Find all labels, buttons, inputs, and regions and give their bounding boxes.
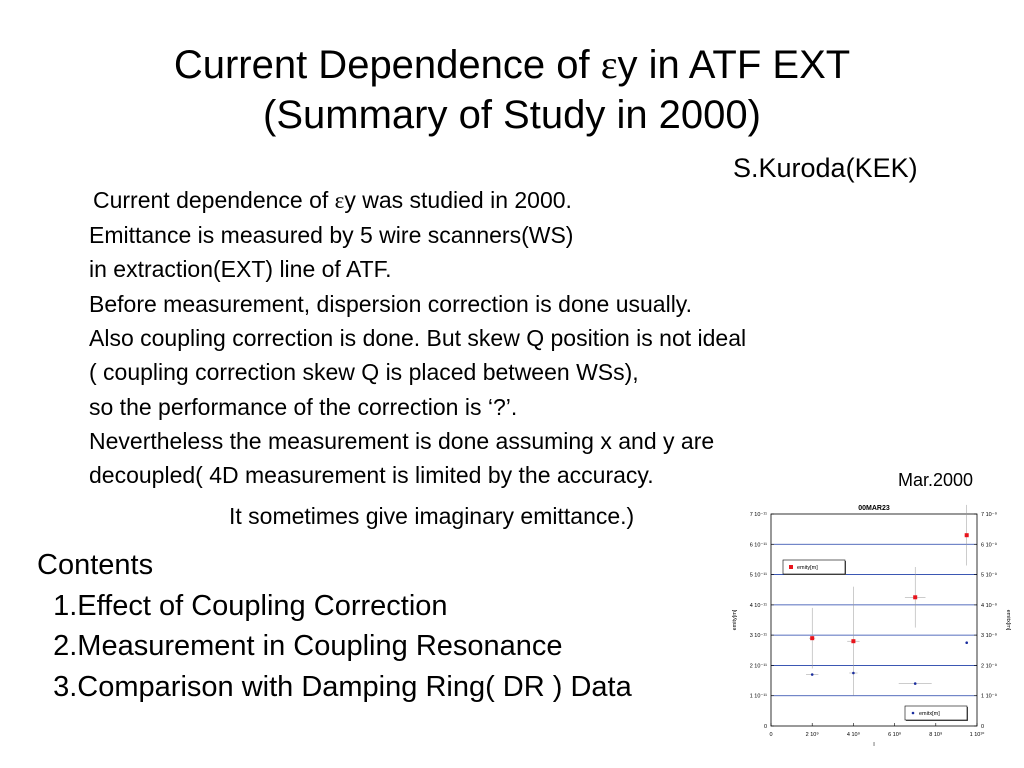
body-line: ( coupling correction skew Q is placed between WSs), [89,359,639,385]
data-point-emitx [965,641,968,644]
body-line: in extraction(EXT) line of ATF. [89,256,392,282]
data-point-emity [851,639,855,643]
epsilon-symbol: ε [334,188,345,213]
y-tick-label-right: 5 10⁻⁹ [981,572,997,579]
y-tick-label-right: 3 10⁻⁹ [981,633,997,640]
y-tick-label-right: 2 10⁻⁹ [981,663,997,670]
y-tick-label-right: 1 10⁻⁹ [981,693,997,700]
x-tick-label: 4 10⁹ [846,732,860,738]
body-line: Nevertheless the measurement is done assuming x and y are [89,428,715,454]
body-line: Also coupling correction is done. But skew Q position is not ideal [89,325,747,351]
author: S.Kuroda(KEK) [733,153,918,183]
data-point-emity [810,636,814,640]
plot-frame [771,514,977,726]
y-tick-label-left: 6 10⁻¹¹ [749,542,767,549]
contents-item: 1.Effect of Coupling Correction [37,590,448,622]
legend-label: emitx[m] [919,711,940,717]
y-tick-label-left: 7 10⁻¹¹ [749,512,767,518]
contents-item: 3.Comparison with Damping Ring( DR ) Data [37,671,632,703]
data-point-emitx [811,673,814,676]
body-line: Emittance is measured by 5 wire scanners(WS) [89,222,574,248]
legend-marker [912,712,915,715]
body-line: Current dependence of εy was studied in 2000. [93,187,572,213]
y-tick-label-left: 2 10⁻¹¹ [749,663,767,670]
y-tick-label-left: 4 10⁻¹¹ [749,602,767,609]
y-tick-label-right: 6 10⁻⁹ [981,542,997,549]
legend-label: emity[m] [797,565,818,571]
y-tick-label-left: 5 10⁻¹¹ [749,572,767,579]
contents-item: 2.Measurement in Coupling Resonance [37,630,563,662]
x-tick-label: 8 10⁹ [929,732,943,738]
y-tick-label-left: 3 10⁻¹¹ [749,633,767,640]
y-tick-label-right: 7 10⁻⁹ [981,512,997,518]
data-point-emitx [914,682,917,685]
body-line: decoupled( 4D measurement is limited by the accuracy. [89,462,654,488]
legend-marker [789,565,793,569]
x-tick-label: 6 10⁹ [888,732,902,738]
y-tick-label-right: 4 10⁻⁹ [981,602,997,609]
epsilon-symbol: ε [600,42,618,87]
x-tick-label: 2 10⁹ [805,732,819,738]
x-axis-label: I [873,742,875,748]
title-line-1: Current Dependence of εy in ATF EXT [173,42,851,87]
emittance-chart [728,500,1018,750]
data-point-emitx [852,672,855,675]
chart-title: 00MAR23 [858,505,890,512]
body-line: It sometimes give imaginary emittance.) [229,503,635,529]
title-line-2: (Summary of Study in 2000) [263,93,761,137]
body-line: so the performance of the correction is ‘?’. [89,394,518,420]
x-tick-label: 0 [769,732,773,738]
body-line: Before measurement, dispersion correction is done usually. [89,291,692,317]
y-tick-label-left: 1 10⁻¹¹ [749,693,767,700]
contents-heading: Contents [37,549,154,581]
date-label: Mar.2000 [898,470,974,490]
x-tick-label: 1 10¹⁰ [969,732,985,738]
y-axis-label-left: emity[m] [732,609,738,631]
slide-title [0,40,1024,140]
y-axis-label-right: emitx[m] [1005,609,1011,631]
y-tick-label-left: 0 [763,724,767,730]
data-point-emity [913,595,917,599]
data-point-emity [965,533,969,537]
y-tick-label-right: 0 [981,724,985,730]
